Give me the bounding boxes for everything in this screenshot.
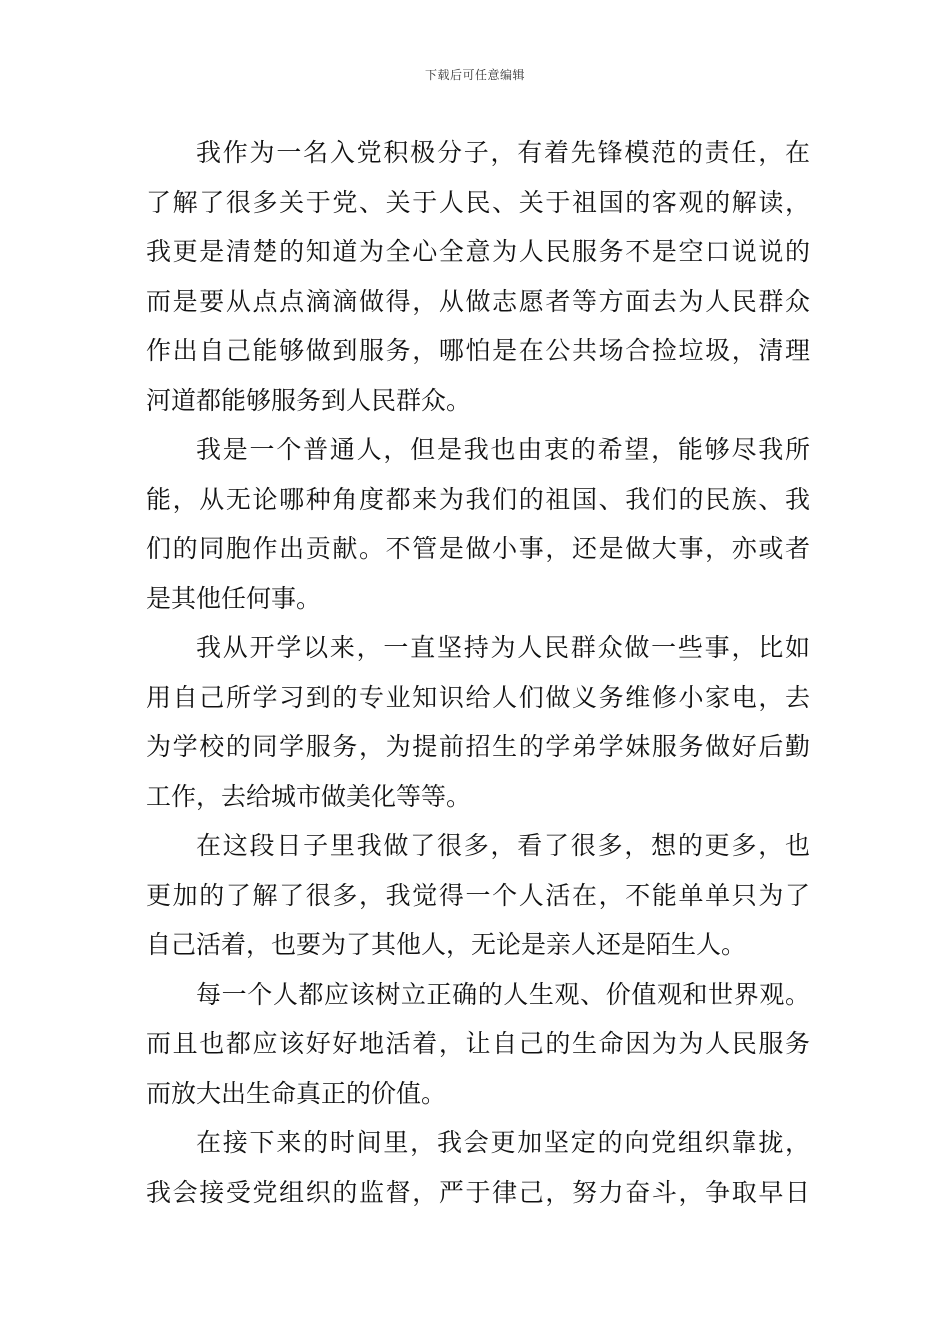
text-line: 而是要从点点滴滴做得，从做志愿者等方面去为人民群众 <box>146 286 810 316</box>
text-line: 每一个人都应该树立正确的人生观、价值观和世界观。 <box>196 979 810 1009</box>
text-line: 我会接受党组织的监督，严于律己，努力奋斗，争取早日 <box>146 1177 810 1207</box>
text-line: 了解了很多关于党、关于人民、关于祖国的客观的解读， <box>146 187 810 217</box>
text-line: 更加的了解了很多，我觉得一个人活在，不能单单只为了 <box>146 880 810 910</box>
text-line: 在接下来的时间里，我会更加坚定的向党组织靠拢， <box>196 1128 810 1157</box>
text-line: 自己活着，也要为了其他人，无论是亲人还是陌生人。 <box>146 930 747 959</box>
document-body <box>146 128 810 1217</box>
text-line: 我作为一名入党积极分子，有着先锋模范的责任，在 <box>196 138 810 167</box>
text-line: 为学校的同学服务，为提前招生的学弟学妹服务做好后勤 <box>146 732 810 761</box>
text-line: 我是一个普通人，但是我也由衷的希望，能够尽我所 <box>196 435 810 464</box>
text-line: 在这段日子里我做了很多，看了很多，想的更多，也 <box>196 831 810 860</box>
text-line: 我更是清楚的知道为全心全意为人民服务不是空口说说的 <box>146 237 810 266</box>
text-line: 们的同胞作出贡献。不管是做小事，还是做大事，亦或者 <box>146 534 810 563</box>
text-line: 工作，去给城市做美化等等。 <box>146 781 472 811</box>
text-line: 我从开学以来，一直坚持为人民群众做一些事，比如 <box>196 633 810 662</box>
text-line: 作出自己能够做到服务，哪怕是在公共场合捡垃圾，清理 <box>146 336 810 365</box>
text-line: 而放大出生命真正的价值。 <box>146 1078 447 1108</box>
text-line: 而且也都应该好好地活着，让自己的生命因为为人民服务 <box>146 1029 810 1058</box>
page-header-note: 下载后可任意编辑 <box>424 68 525 82</box>
text-line: 能，从无论哪种角度都来为我们的祖国、我们的民族、我 <box>146 484 810 514</box>
text-line: 河道都能够服务到人民群众。 <box>146 385 472 415</box>
text-line: 是其他任何事。 <box>146 583 322 613</box>
text-line: 用自己所学习到的专业知识给人们做义务维修小家电，去 <box>146 682 810 712</box>
